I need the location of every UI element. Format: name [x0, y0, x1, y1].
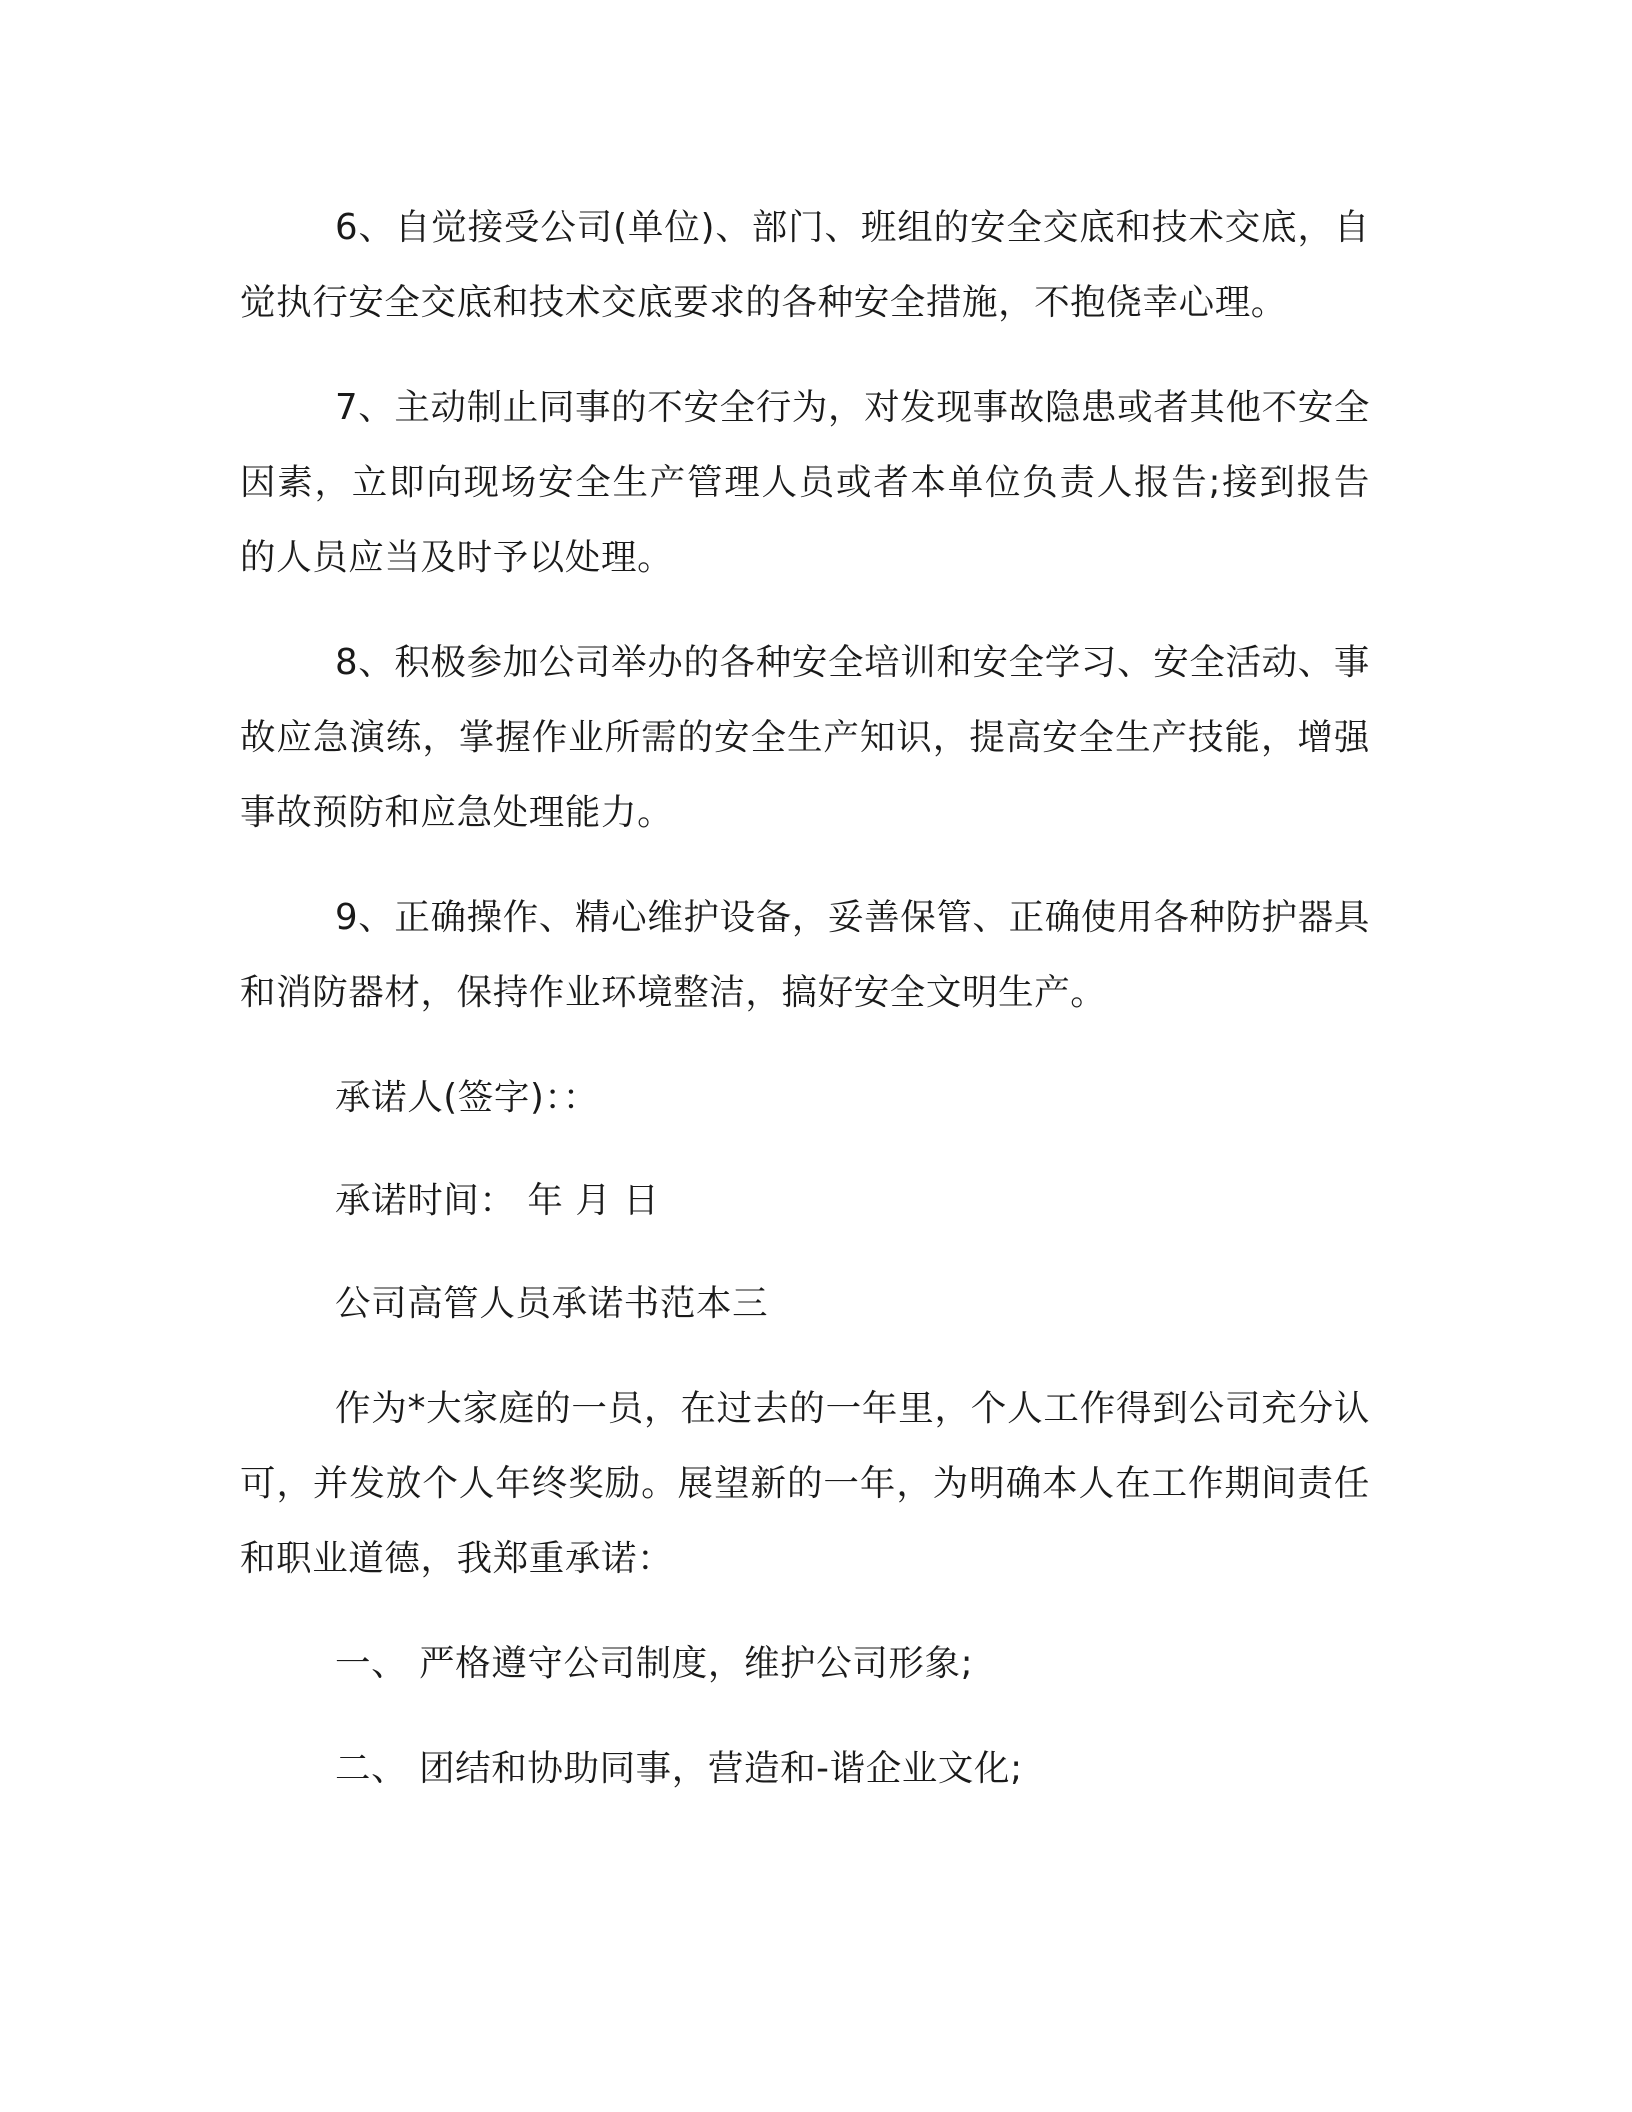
paragraph-item-6: 6、自觉接受公司(单位)、部门、班组的安全交底和技术交底，自觉执行安全交底和技术交底要求的各种安全措施，不抱侥幸心理。	[240, 207, 1370, 323]
pledge-item-1: 一、 严格遵守公司制度，维护公司形象;	[335, 1643, 974, 1684]
signer-line: 承诺人(签字)：：	[335, 1077, 599, 1118]
intro-paragraph: 作为*大家庭的一员，在过去的一年里，个人工作得到公司充分认可，并发放个人年终奖励。展望新的一年，为明确本人在工作期间责任和职业道德，我郑重承诺：	[240, 1388, 1370, 1579]
date-line: 承诺时间： 年 月 日	[335, 1180, 660, 1221]
paragraph-item-8: 8、积极参加公司举办的各种安全培训和安全学习、安全活动、事故应急演练，掌握作业所需的安全生产知识，提高安全生产技能，增强事故预防和应急处理能力。	[240, 642, 1370, 833]
section-title: 公司高管人员承诺书范本三	[335, 1283, 769, 1324]
paragraph-item-7: 7、主动制止同事的不安全行为，对发现事故隐患或者其他不安全因素，立即向现场安全生产管理人员或者本单位负责人报告;接到报告的人员应当及时予以处理。	[240, 387, 1370, 578]
pledge-item-2: 二、 团结和协助同事，营造和-谐企业文化;	[335, 1748, 1023, 1789]
paragraph-item-9: 9、正确操作、精心维护设备，妥善保管、正确使用各种防护器具和消防器材，保持作业环境整洁，搞好安全文明生产。	[240, 897, 1370, 1013]
document-page	[240, 190, 1370, 1806]
